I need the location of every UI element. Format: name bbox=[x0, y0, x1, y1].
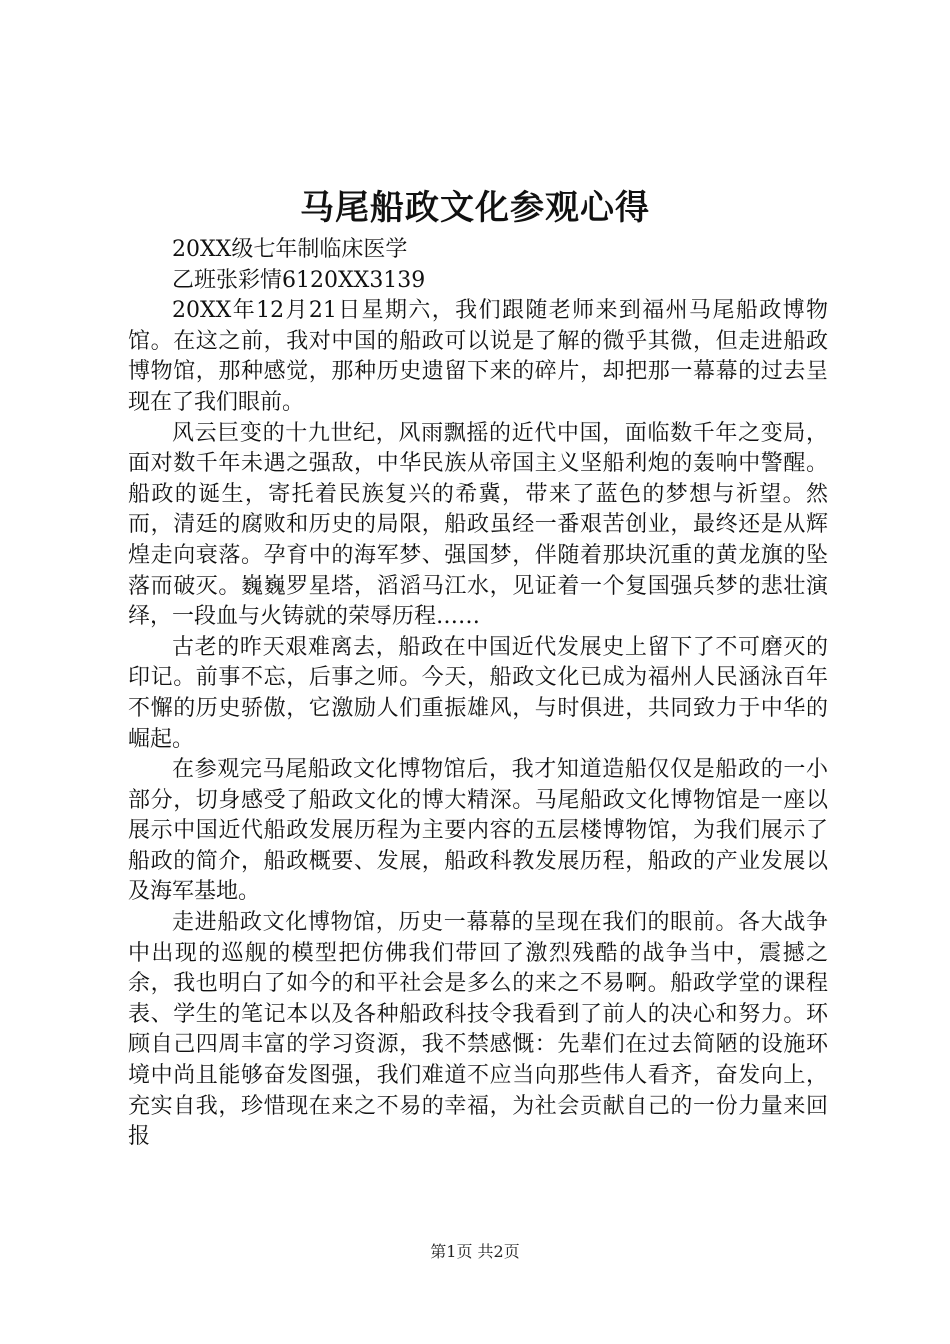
page-number-footer: 第1页 共2页 bbox=[430, 1242, 520, 1261]
paragraph: 走进船政文化博物馆，历史一幕幕的呈现在我们的眼前。各大战争中出现的巡舰的模型把仿佛我们带回了激烈残酷的战争当中，震撼之余，我也明白了如今的和平社会是多么的来之不易啊。船政学堂的课程表、学生的笔记本以及各种船政科技令我看到了前人的决心和努力。环顾自己四周丰富的学习资源，我不禁感慨：先辈们在过去简陋的设施环境中尚且能够奋发图强，我们难道不应当向那些伟人看齐，奋发向上，充实自我，珍惜现在来之不易的幸福，为社会贡献自己的一份力量来回报 bbox=[128, 910, 828, 1150]
author-line-name: 乙班张彩情6120XX3139 bbox=[172, 267, 426, 293]
paragraph: 在参观完马尾船政文化博物馆后，我才知道造船仅仅是船政的一小部分，切身感受了船政文化的博大精深。马尾船政文化博物馆是一座以展示中国近代船政发展历程为主要内容的五层楼博物馆，为我们展示了船政的简介，船政概要、发展，船政科教发展历程，船政的产业发展以及海军基地。 bbox=[128, 757, 828, 905]
document-title: 马尾船政文化参观心得 bbox=[300, 188, 650, 228]
paragraph: 古老的昨天艰难离去，船政在中国近代发展史上留下了不可磨灭的印记。前事不忘，后事之师。今天，船政文化已成为福州人民涵泳百年不懈的历史骄傲，它激励人们重振雄风，与时俱进，共同致力于中华的崛起。 bbox=[128, 634, 828, 752]
author-line-class: 20XX级七年制临床医学 bbox=[172, 237, 408, 262]
paragraph: 20XX年12月21日星期六，我们跟随老师来到福州马尾船政博物馆。在这之前，我对中国的船政可以说是了解的微乎其微，但走进船政博物馆，那种感觉，那种历史遗留下来的碎片，却把那一幕幕的过去呈现在了我们眼前。 bbox=[128, 298, 828, 415]
paragraph: 风云巨变的十九世纪，风雨飘摇的近代中国，面临数千年之变局，面对数千年未遇之强敌，中华民族从帝国主义坚船利炮的轰响中警醒。船政的诞生，寄托着民族复兴的希冀，带来了蓝色的梦想与祈望。然而，清廷的腐败和历史的局限，船政虽经一番艰苦创业，最终还是从辉煌走向衰落。孕育中的海军梦、强国梦，伴随着那块沉重的黄龙旗的坠落而破灭。巍巍罗星塔，滔滔马江水，见证着一个复国强兵梦的悲壮演绎，一段血与火铸就的荣辱历程…… bbox=[128, 420, 828, 630]
document-body bbox=[128, 235, 828, 1153]
